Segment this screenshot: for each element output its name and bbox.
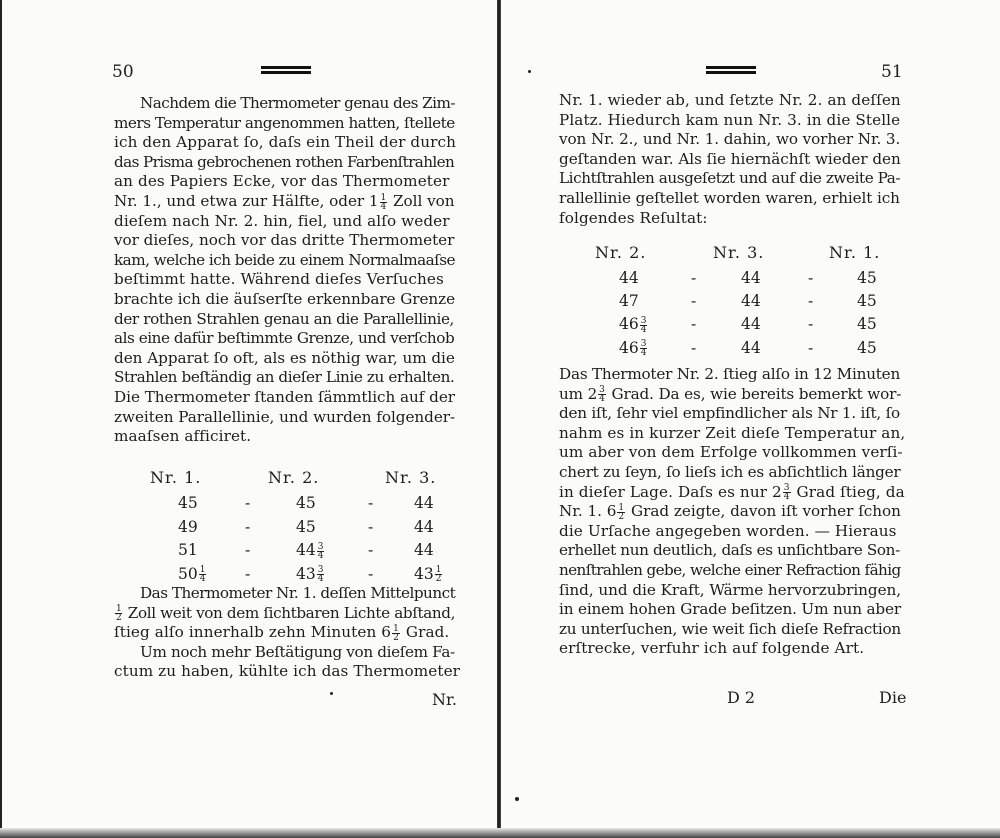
- left-page: [0, 0, 497, 838]
- table-header: Nr. 3.: [385, 468, 437, 487]
- table-dash: -: [245, 564, 251, 583]
- catchword: Nr.: [432, 690, 457, 709]
- fraction: $\frac{3}{4}$: [640, 315, 647, 335]
- text-line: von Nr. 2., und Nr. 1. dahin, wo vorher Nr. 3.: [559, 130, 901, 149]
- table-header: Nr. 2.: [268, 468, 320, 487]
- catchword: Die: [879, 688, 907, 707]
- text-line: zweiten Parallellinie, und wurden folgender-: [114, 407, 456, 426]
- table-cell: 45: [178, 494, 198, 512]
- table-cell: 45: [857, 269, 877, 287]
- table-dash: -: [808, 315, 814, 334]
- table-dash: -: [691, 292, 697, 311]
- fraction: $\frac{3}{4}$: [640, 339, 647, 359]
- text-line: nahm es in kurzer Zeit dieſe Temperatur an,: [559, 423, 906, 442]
- table-cell: 44: [414, 517, 434, 536]
- ink-speck: [330, 692, 333, 695]
- text-line: ſind, und die Kraft, Wärme hervorzubringen,: [559, 580, 902, 599]
- table-cell: 50 $\frac{1}{4}$: [178, 564, 206, 584]
- table-cell: 45: [857, 292, 877, 311]
- table-cell: 43 $\frac{1}{2}$: [414, 564, 442, 584]
- fraction: $\frac{3}{4}$: [783, 483, 790, 503]
- text-line: Nr. 1., und etwa zur Hälfte, oder 1 $\frac{1}{4}$ Zoll von: [114, 192, 455, 212]
- table-cell: 44: [414, 541, 434, 559]
- table-cell: 45: [296, 494, 316, 512]
- right-page: [501, 0, 1000, 838]
- table-dash: -: [368, 564, 374, 583]
- text-line: das Prisma gebrochenen rothen Farbenſtrahlen: [114, 152, 455, 171]
- table-dash: -: [808, 338, 814, 357]
- text-line: Das Thermometer Nr. 1. deſſen Mittelpunct: [140, 584, 456, 602]
- table-cell: 44 $\frac{3}{4}$: [296, 541, 324, 561]
- text-line: folgendes Reſultat:: [559, 208, 708, 227]
- table-cell: 45: [296, 517, 316, 536]
- table-cell: 44: [741, 315, 761, 334]
- table-cell: 47: [619, 292, 639, 311]
- text-line: erhellet nun deutlich, daſs es unſichtbare Son-: [559, 541, 900, 560]
- text-line: den Apparat ſo oft, als es nöthig war, um die: [114, 348, 455, 367]
- page-number: 51: [881, 62, 903, 82]
- text-line: Lichtſtrahlen ausgeſetzt und auf die zweite Pa-: [559, 169, 901, 188]
- fraction: $\frac{3}{4}$: [317, 565, 324, 584]
- signature-mark: D 2: [727, 688, 756, 707]
- text-line: geſtanden war. Als ſie hiernächſt wieder den: [559, 149, 901, 168]
- table-cell: 46 $\frac{3}{4}$: [619, 315, 647, 335]
- text-line: mers Temperatur angenommen hatten, ſtellete: [114, 113, 455, 132]
- text-line: in einem hohen Grade beſitzen. Um nun aber: [559, 600, 901, 619]
- text-line: die Urſache angegeben worden. — Hieraus: [559, 521, 897, 540]
- fraction: $\frac{3}{4}$: [599, 385, 605, 405]
- text-line: Nr. 1. wieder ab, und ſetzte Nr. 2. an deſſen: [559, 91, 901, 109]
- fraction: $\frac{1}{2}$: [435, 565, 442, 584]
- table-header: Nr. 2.: [595, 243, 647, 262]
- text-line: rallellinie geſtellet worden waren, erhielt ich: [559, 189, 900, 207]
- fraction: $\frac{1}{2}$: [618, 502, 625, 522]
- table-cell: 44: [741, 292, 761, 311]
- fraction: $\frac{1}{2}$: [116, 604, 122, 624]
- table-dash: -: [245, 517, 251, 536]
- text-line: dieſem nach Nr. 2. hin, fiel, und alſo weder: [114, 211, 450, 230]
- text-line: maaſsen afficiret.: [114, 427, 252, 446]
- table-header: Nr. 1.: [150, 468, 202, 487]
- text-line: $\frac{1}{2}$ Zoll weit von dem ſichtbaren Lichte abſtand,: [116, 603, 456, 624]
- table-cell: 51: [178, 541, 198, 559]
- text-line: kam, welche ich beide zu einem Normalmaaſse: [114, 250, 455, 269]
- table-dash: -: [691, 338, 697, 357]
- table-cell: 45: [857, 338, 877, 357]
- text-line: vor dieſes, noch vor das dritte Thermometer: [114, 231, 455, 250]
- text-line: an des Papiers Ecke, vor das Thermometer: [114, 172, 450, 191]
- text-line: um 2 $\frac{3}{4}$ Grad. Da es, wie bereits bemerkt wor-: [559, 384, 902, 405]
- page-number: 50: [112, 62, 134, 82]
- text-line: nenſtrahlen gebe, welche einer Refraction fähig: [559, 561, 901, 579]
- table-dash: -: [368, 517, 374, 536]
- ink-speck: [528, 70, 531, 73]
- text-line: der rothen Strahlen genau an die Parallellinie,: [114, 309, 454, 328]
- text-line: Um noch mehr Beſtätigung von dieſem Fa-: [140, 642, 455, 661]
- table-header: Nr. 1.: [829, 243, 881, 262]
- table-cell: 49: [178, 517, 198, 536]
- text-line: erſtrecke, verfuhr ich auf folgende Art.: [559, 639, 865, 658]
- fraction: $\frac{1}{4}$: [380, 192, 387, 212]
- text-line: beſtimmt hatte. Während dieſes Verſuches: [114, 270, 444, 289]
- table-cell: 44: [741, 269, 761, 287]
- table-cell: 43 $\frac{3}{4}$: [296, 564, 324, 584]
- table-header: Nr. 3.: [713, 243, 765, 262]
- table-dash: -: [368, 541, 374, 559]
- text-line: Platz. Hiedurch kam nun Nr. 3. in die Stelle: [559, 110, 901, 129]
- text-line: ctum zu haben, kühlte ich das Thermometer: [114, 662, 461, 681]
- text-line: als eine dafür beſtimmte Grenze, und verſchob: [114, 329, 455, 348]
- header-rule: [261, 66, 311, 74]
- text-line: chert zu ſeyn, ſo lieſs ich es abſichtlich länger: [559, 463, 901, 481]
- table-cell: 45: [857, 315, 877, 334]
- text-line: Nr. 1. 6 $\frac{1}{2}$ Grad zeigte, davon iſt vorher ſchon: [559, 502, 901, 522]
- table-cell: 46 $\frac{3}{4}$: [619, 338, 647, 359]
- table-dash: -: [808, 269, 814, 287]
- text-line: Nachdem die Thermometer genau des Zim-: [140, 94, 455, 112]
- table-cell: 44: [414, 494, 434, 512]
- table-dash: -: [245, 494, 251, 512]
- table-dash: -: [808, 292, 814, 311]
- text-line: den iſt, ſehr viel empfindlicher als Nr 1. iſt, ſo: [559, 404, 900, 423]
- text-line: ſtieg alſo innerhalb zehn Minuten 6 $\frac{1}{2}$ Grad.: [114, 623, 450, 643]
- page-bottom-edge: [0, 828, 1000, 838]
- header-rule: [706, 66, 756, 74]
- text-line: zu unterſuchen, wie weit ſich dieſe Refraction: [559, 619, 901, 638]
- text-line: Das Thermoter Nr. 2. ſtieg alſo in 12 Minuten: [559, 365, 901, 383]
- text-line: in dieſer Lage. Daſs es nur 2 $\frac{3}{4}$ Grad ſtieg, da: [559, 482, 905, 503]
- table-cell: 44: [619, 269, 639, 287]
- text-line: brachte ich die äuſserſte erkennbare Grenze: [114, 290, 455, 308]
- text-line: ich den Apparat ſo, daſs ein Theil der durch: [114, 133, 456, 152]
- table-dash: -: [691, 315, 697, 334]
- table-dash: -: [691, 269, 697, 287]
- ink-speck: [515, 797, 519, 801]
- table-cell: 44: [741, 338, 761, 357]
- table-dash: -: [245, 541, 251, 559]
- text-line: um aber von dem Erfolge vollkommen verſi-: [559, 443, 903, 462]
- fraction: $\frac{3}{4}$: [317, 541, 324, 561]
- fraction: $\frac{1}{2}$: [393, 623, 399, 643]
- text-line: Die Thermometer ſtanden ſämmtlich auf der: [114, 388, 455, 406]
- text-line: Strahlen beſtändig an dieſer Linie zu erhalten.: [114, 368, 455, 387]
- table-dash: -: [368, 494, 374, 512]
- fraction: $\frac{1}{4}$: [199, 565, 206, 584]
